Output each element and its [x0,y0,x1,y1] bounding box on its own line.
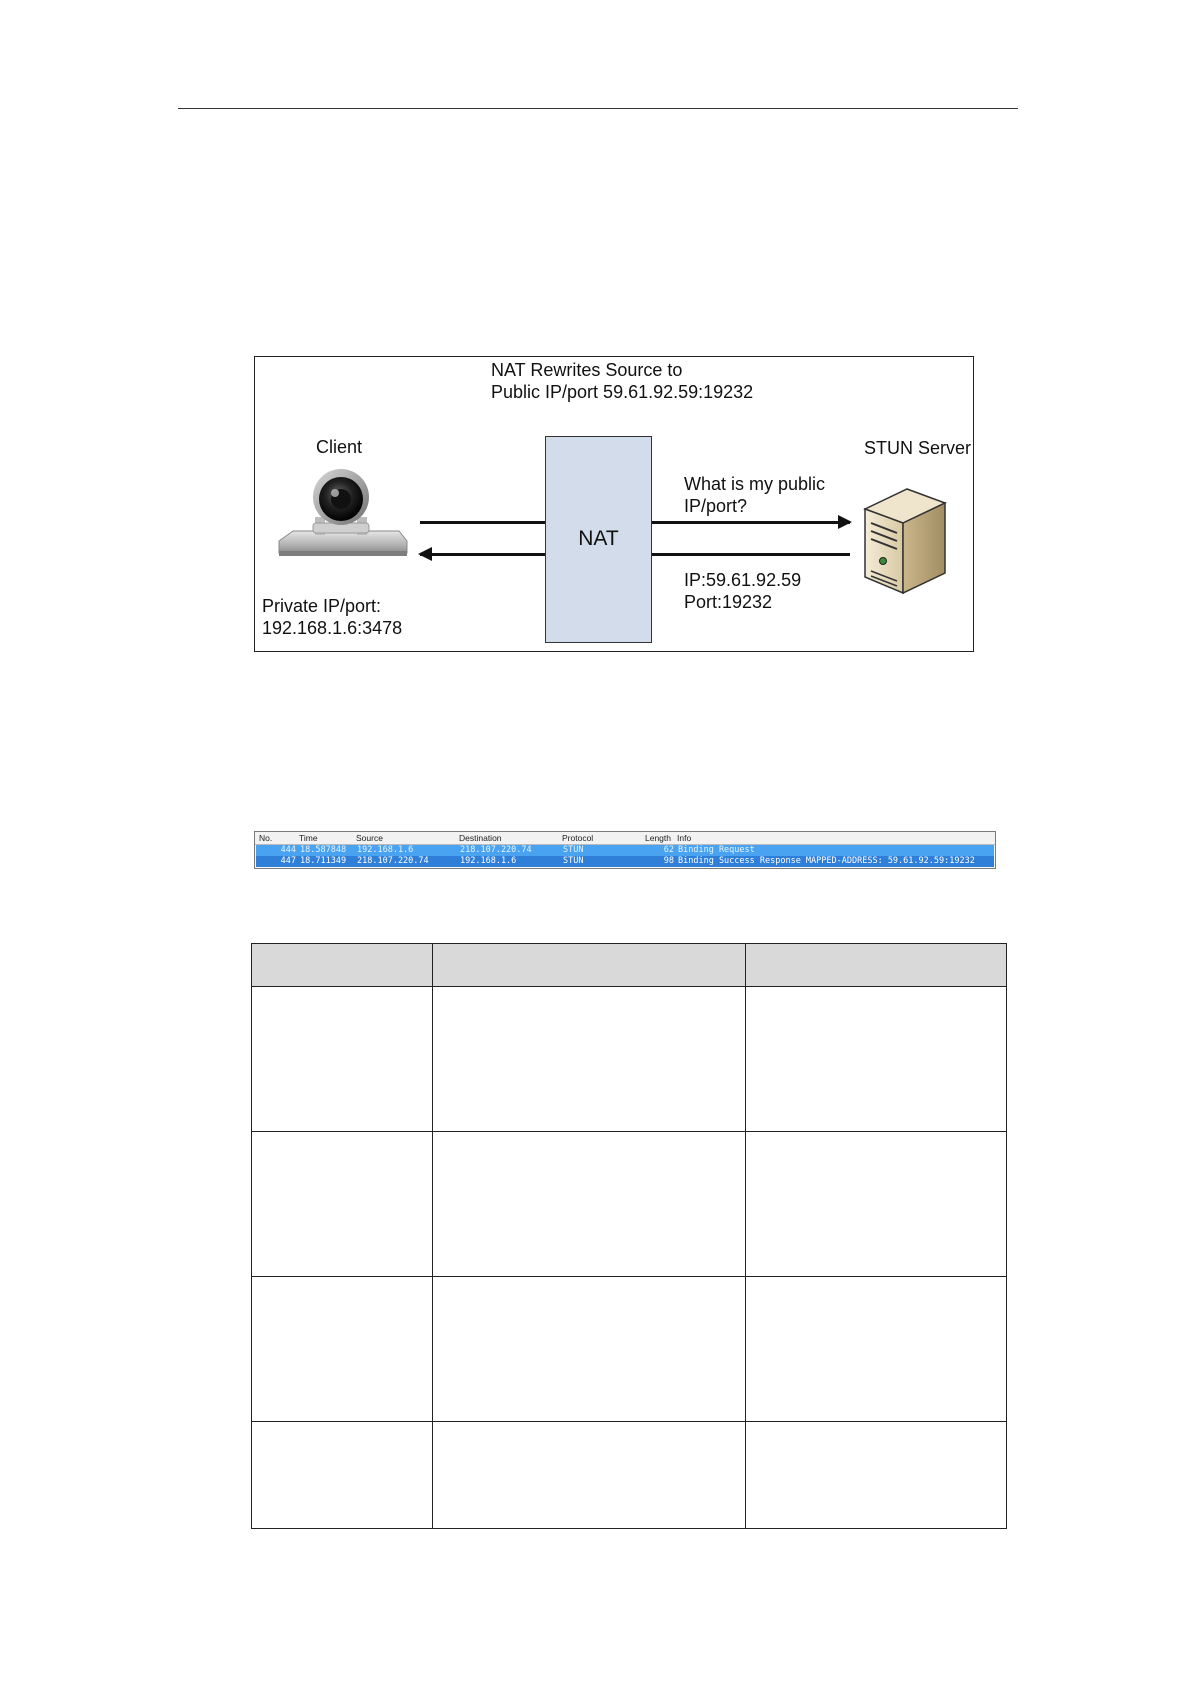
header-rule [178,108,1018,109]
video-conference-camera-icon [271,461,411,567]
client-to-nat-line [420,521,545,524]
cell-no: 447 [280,856,296,866]
cell-info: Binding Success Response MAPPED-ADDRESS: 59.61.92.59:19232 [678,856,975,866]
table-cell [433,1277,746,1422]
request-line1: What is my public [684,474,826,494]
capture-row[interactable] [256,845,994,856]
cell-time: 18.587848 [300,845,347,855]
nat-caption-line1: NAT Rewrites Source to [491,360,683,380]
table-cell [746,1422,1007,1529]
capture-header-row [255,832,995,845]
table-cell [433,987,746,1132]
table-cell [433,1132,746,1277]
table-cell [252,1422,433,1529]
cell-source: 192.168.1.6 [357,845,414,855]
col-header-length[interactable]: Length [645,833,671,843]
table-row [252,1277,1007,1422]
nat-to-server-arrow [652,521,850,524]
nat-caption-line2: Public IP/port 59.61.92.59:19232 [491,382,754,402]
table-cell [252,1277,433,1422]
table-header-cell [252,944,433,987]
cell-destination: 218.107.220.74 [460,845,532,855]
table-cell [252,987,433,1132]
private-ip-line2: 192.168.1.6:3478 [262,618,403,638]
table-cell [746,987,1007,1132]
server-tower-icon [855,475,951,599]
col-header-protocol[interactable]: Protocol [562,833,594,843]
nat-stun-diagram [254,356,974,652]
table-header-row [252,944,1007,987]
request-line2: IP/port? [684,496,748,516]
nat-to-client-arrow [420,553,545,556]
response-line2: Port:19232 [684,592,773,612]
client-label: Client [316,437,363,457]
table-cell [433,1422,746,1529]
table-header-cell [433,944,746,987]
col-header-source[interactable]: Source [356,833,383,843]
col-header-time[interactable]: Time [299,833,318,843]
col-header-info[interactable]: Info [677,833,692,843]
packet-capture [254,831,996,869]
col-header-destination[interactable]: Destination [459,833,502,843]
cell-time: 18.711349 [300,856,347,866]
nat-box [545,436,652,643]
capture-row[interactable] [256,856,994,867]
server-to-nat-line [652,553,850,556]
stun-server-label: STUN Server [864,438,972,458]
table-row [252,1422,1007,1529]
cell-protocol: STUN [563,856,584,866]
table-cell [252,1132,433,1277]
nat-label: NAT [578,527,619,550]
cell-no: 444 [280,845,296,855]
table-row [252,987,1007,1132]
table-row [252,1132,1007,1277]
cell-length: 62 [663,845,674,855]
parameter-table [251,943,1007,1529]
response-line1: IP:59.61.92.59 [684,570,802,590]
table-cell [746,1277,1007,1422]
col-header-no[interactable]: No. [259,833,273,843]
table-header-cell [746,944,1007,987]
cell-protocol: STUN [563,845,584,855]
private-ip-line1: Private IP/port: [262,596,382,616]
cell-info: Binding Request [678,845,755,855]
cell-source: 218.107.220.74 [357,856,429,866]
cell-destination: 192.168.1.6 [460,856,517,866]
cell-length: 98 [663,856,674,866]
table-cell [746,1132,1007,1277]
